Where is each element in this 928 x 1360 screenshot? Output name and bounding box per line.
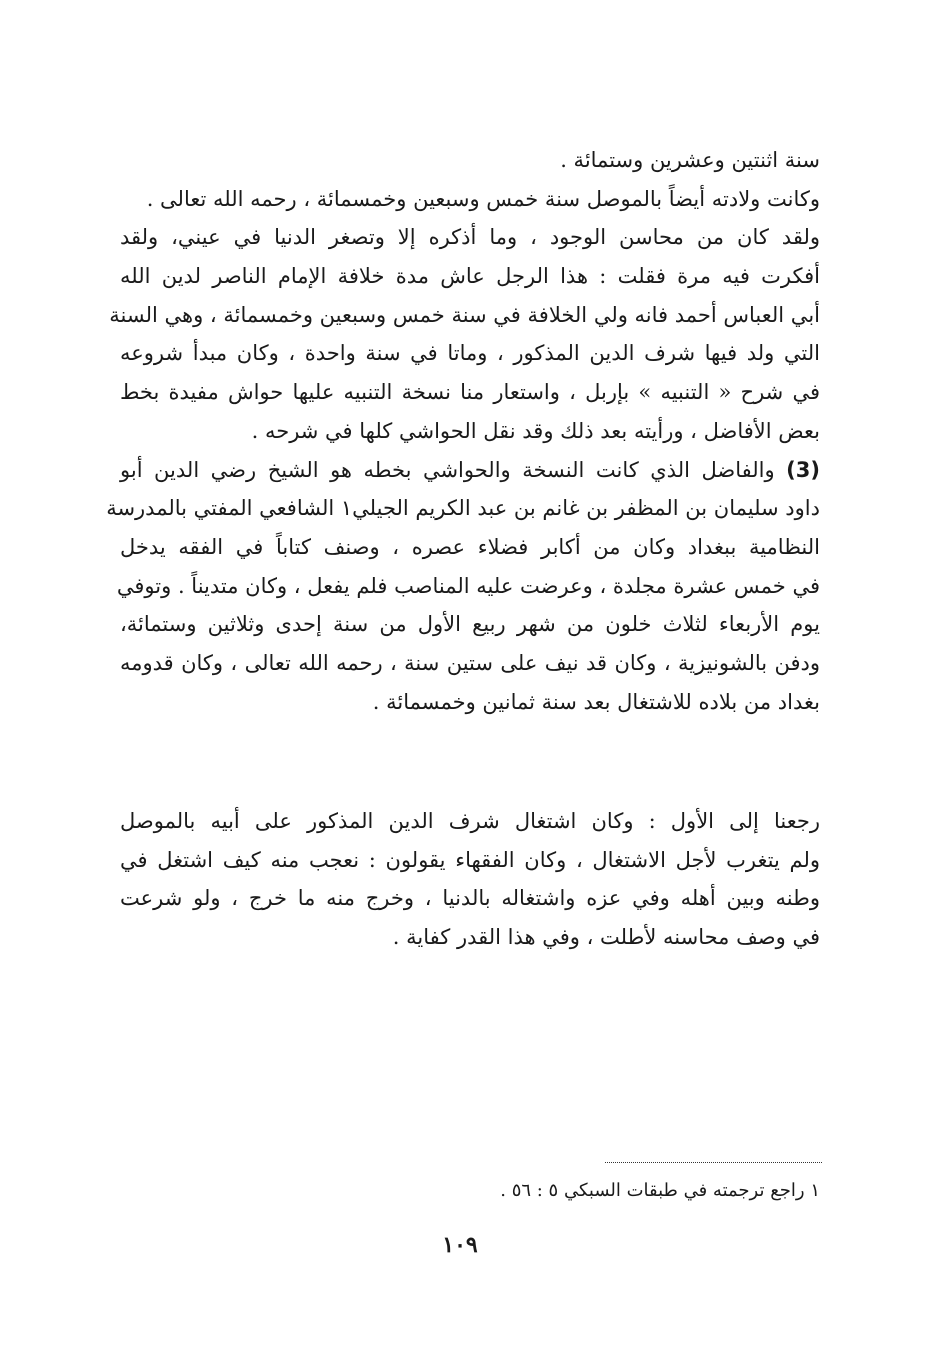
page-number: ١٠٩: [442, 1232, 478, 1258]
footnote-divider: [605, 1162, 822, 1163]
text-line: ولم يتغرب لأجل الاشتغال ، وكان الفقهاء يقولون : نعجب منه كيف اشتغل في: [120, 847, 820, 872]
text-line: سنة اثنتين وعشرين وستمائة .: [560, 148, 820, 172]
main-text-block: [106, 141, 820, 721]
text-line-content: والفاضل الذي كانت النسخة والحواشي بخطه هو الشيخ رضي الدين أبو: [120, 457, 775, 482]
text-line: أبي العباس أحمد فانه ولي الخلافة في سنة خمس وسبعين وخمسمائة ، وهي السنة: [109, 302, 820, 327]
text-line: النظامية ببغداد وكان من أكابر فضلاء عصره ، وصنف كتاباً في الفقه يدخل: [120, 534, 820, 559]
text-line: داود سليمان بن المظفر بن غانم بن عبد الكريم الجيلي١ الشافعي المفتي بالمدرسة: [106, 496, 820, 521]
text-line: ودفن بالشونيزية ، وكان قد نيف على ستين سنة ، رحمه الله تعالى ، وكان قدومه: [120, 650, 820, 675]
text-line: يوم الأربعاء لثلاث خلون من شهر ربيع الأول من سنة إحدى وثلاثين وستمائة،: [120, 612, 820, 637]
text-line: في وصف محاسنه لأطلت ، وفي هذا القدر كفاية .: [392, 925, 820, 950]
footnote: ١ راجع ترجمته في طبقات السبكي ٥ : ٥٦ .: [500, 1180, 820, 1201]
text-line: رجعنا إلى الأول : وكان اشتغال شرف الدين المذكور على أبيه بالموصل: [120, 809, 820, 833]
text-line: بعض الأفاضل ، ورأيته بعد ذلك وقد نقل الحواشي كلها في شرحه .: [251, 418, 820, 443]
text-line: وكانت ولادته أيضاً بالموصل سنة خمس وسبعين وخمسمائة ، رحمه الله تعالى .: [146, 186, 820, 211]
text-line: في خمس عشرة مجلدة ، وعرضت عليه المناصب فلم يفعل ، وكان متديناً . وتوفي: [116, 573, 820, 598]
text-line: أفكرت فيه مرة فقلت : هذا الرجل عاش مدة خلافة الإمام الناصر لدين الله: [120, 264, 820, 289]
paragraph-number: (3): [786, 457, 820, 482]
text-line: بغداد من بلاده للاشتغال بعد سنة ثمانين وخمسمائة .: [372, 689, 820, 714]
text-line: في شرح « التنبيه » بإربل ، واستعار منا نسخة التنبيه عليها حواش مفيدة بخط: [120, 380, 820, 405]
text-line-numbered: [120, 451, 820, 490]
text-line: التي ولد فيها شرف الدين المذكور ، وماتا في سنة واحدة ، وكان مبدأ شروعه: [120, 341, 820, 366]
second-paragraph-block: [120, 802, 820, 957]
text-line: ولقد كان من محاسن الوجود ، وما أذكره إلا وتصغر الدنيا في عيني، ولقد: [120, 225, 820, 250]
text-line: وطنه وبين أهله وفي عزه واشتغاله بالدنيا ، وخرج منه ما خرج ، ولو شرعت: [120, 886, 820, 911]
